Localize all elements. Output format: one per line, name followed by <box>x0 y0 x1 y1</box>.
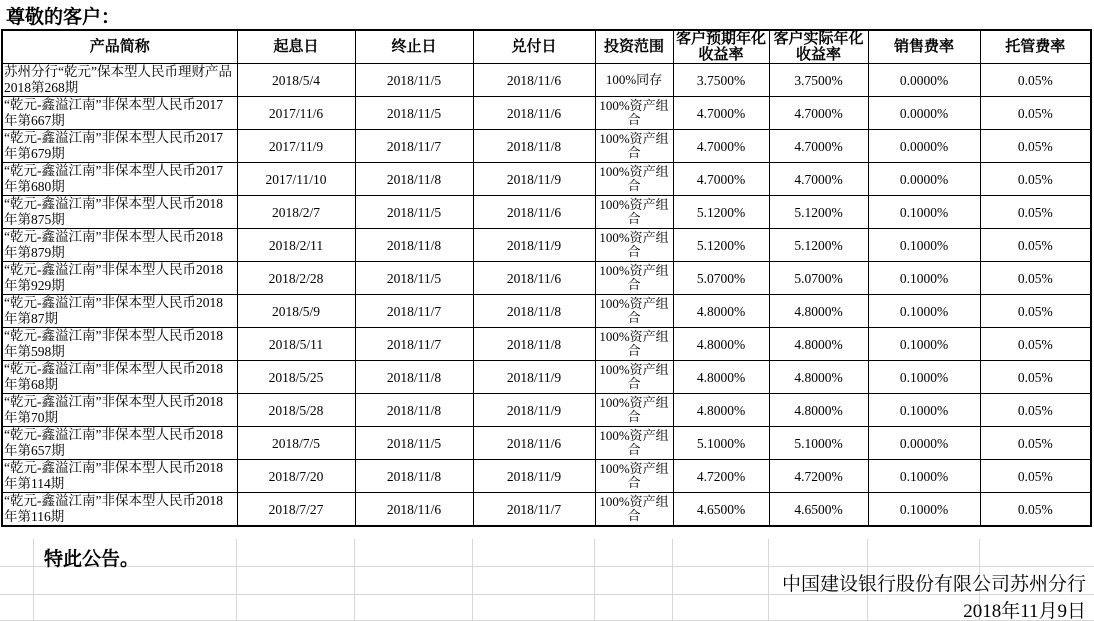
value-cell: 0.1000% <box>868 361 980 394</box>
value-cell: 2018/11/8 <box>355 460 473 493</box>
table-row <box>2 229 1091 262</box>
spreadsheet-gridline <box>472 539 473 621</box>
value-cell: 4.8000% <box>673 394 769 427</box>
value-cell: 100%资产组合 <box>595 427 673 460</box>
value-cell: 2018/11/9 <box>473 361 595 394</box>
product-name-cell: “乾元-鑫溢江南”非保本型人民币2018年第598期 <box>2 328 237 361</box>
value-cell: 0.1000% <box>868 262 980 295</box>
value-cell: 100%资产组合 <box>595 130 673 163</box>
column-header: 兑付日 <box>473 30 595 64</box>
table-row <box>2 328 1091 361</box>
value-cell: 100%资产组合 <box>595 361 673 394</box>
value-cell: 2018/11/9 <box>473 394 595 427</box>
value-cell: 4.8000% <box>769 328 868 361</box>
product-name-cell: “乾元-鑫溢江南”非保本型人民币2018年第87期 <box>2 295 237 328</box>
value-cell: 5.1200% <box>769 229 868 262</box>
column-header: 客户预期年化收益率 <box>673 30 769 64</box>
value-cell: 100%资产组合 <box>595 229 673 262</box>
value-cell: 2018/11/6 <box>473 64 595 97</box>
table-row <box>2 493 1091 527</box>
table-row <box>2 97 1091 130</box>
value-cell: 0.0000% <box>868 163 980 196</box>
value-cell: 100%同存 <box>595 64 673 97</box>
value-cell: 2018/11/9 <box>473 229 595 262</box>
value-cell: 100%资产组合 <box>595 328 673 361</box>
value-cell: 4.7200% <box>673 460 769 493</box>
value-cell: 0.0000% <box>868 427 980 460</box>
value-cell: 100%资产组合 <box>595 460 673 493</box>
value-cell: 0.0000% <box>868 130 980 163</box>
value-cell: 2018/11/6 <box>473 427 595 460</box>
table-row <box>2 295 1091 328</box>
value-cell: 0.1000% <box>868 493 980 527</box>
value-cell: 2018/11/6 <box>473 262 595 295</box>
column-header: 起息日 <box>237 30 355 64</box>
product-name-cell: 苏州分行“乾元”保本型人民币理财产品2018第268期 <box>2 64 237 97</box>
value-cell: 2018/5/9 <box>237 295 355 328</box>
value-cell: 4.7000% <box>673 97 769 130</box>
value-cell: 2017/11/9 <box>237 130 355 163</box>
value-cell: 0.1000% <box>868 328 980 361</box>
value-cell: 3.7500% <box>769 64 868 97</box>
value-cell: 4.6500% <box>769 493 868 527</box>
value-cell: 100%资产组合 <box>595 196 673 229</box>
product-name-cell: “乾元-鑫溢江南”非保本型人民币2017年第667期 <box>2 97 237 130</box>
value-cell: 2018/11/5 <box>355 262 473 295</box>
table-row <box>2 427 1091 460</box>
closing-text: 特此公告。 <box>44 549 140 570</box>
value-cell: 5.1000% <box>769 427 868 460</box>
table-body <box>2 64 1091 527</box>
value-cell: 2018/11/7 <box>355 295 473 328</box>
value-cell: 4.8000% <box>769 394 868 427</box>
product-name-cell: “乾元-鑫溢江南”非保本型人民币2018年第879期 <box>2 229 237 262</box>
value-cell: 2018/11/9 <box>473 163 595 196</box>
value-cell: 0.05% <box>980 97 1091 130</box>
table-row <box>2 196 1091 229</box>
value-cell: 4.7000% <box>673 130 769 163</box>
spreadsheet-gridline <box>594 539 595 621</box>
value-cell: 4.8000% <box>673 295 769 328</box>
value-cell: 2018/11/8 <box>473 130 595 163</box>
value-cell: 2018/2/7 <box>237 196 355 229</box>
value-cell: 2017/11/10 <box>237 163 355 196</box>
value-cell: 2018/11/6 <box>473 97 595 130</box>
column-header: 销售费率 <box>868 30 980 64</box>
column-header: 产品简称 <box>2 30 237 64</box>
value-cell: 2018/7/27 <box>237 493 355 527</box>
column-header: 投资范围 <box>595 30 673 64</box>
value-cell: 0.1000% <box>868 460 980 493</box>
value-cell: 4.8000% <box>769 295 868 328</box>
value-cell: 5.0700% <box>673 262 769 295</box>
value-cell: 2018/11/8 <box>355 394 473 427</box>
value-cell: 0.1000% <box>868 196 980 229</box>
value-cell: 100%资产组合 <box>595 262 673 295</box>
value-cell: 4.8000% <box>769 361 868 394</box>
value-cell: 2018/7/20 <box>237 460 355 493</box>
value-cell: 2018/5/4 <box>237 64 355 97</box>
value-cell: 2018/5/28 <box>237 394 355 427</box>
value-cell: 0.05% <box>980 427 1091 460</box>
product-name-cell: “乾元-鑫溢江南”非保本型人民币2018年第114期 <box>2 460 237 493</box>
value-cell: 3.7500% <box>673 64 769 97</box>
column-header: 托管费率 <box>980 30 1091 64</box>
value-cell: 2018/11/7 <box>355 328 473 361</box>
value-cell: 0.05% <box>980 64 1091 97</box>
value-cell: 2018/11/6 <box>473 196 595 229</box>
value-cell: 4.8000% <box>673 361 769 394</box>
value-cell: 4.7000% <box>769 97 868 130</box>
value-cell: 2018/11/7 <box>473 493 595 527</box>
product-name-cell: “乾元-鑫溢江南”非保本型人民币2018年第68期 <box>2 361 237 394</box>
product-name-cell: “乾元-鑫溢江南”非保本型人民币2018年第929期 <box>2 262 237 295</box>
value-cell: 100%资产组合 <box>595 394 673 427</box>
value-cell: 4.7000% <box>769 130 868 163</box>
value-cell: 0.05% <box>980 130 1091 163</box>
value-cell: 2017/11/6 <box>237 97 355 130</box>
value-cell: 2018/5/11 <box>237 328 355 361</box>
value-cell: 2018/11/5 <box>355 427 473 460</box>
value-cell: 2018/7/5 <box>237 427 355 460</box>
value-cell: 2018/11/8 <box>355 361 473 394</box>
value-cell: 100%资产组合 <box>595 493 673 527</box>
spreadsheet-gridline <box>236 539 237 621</box>
spreadsheet-gridline <box>768 539 769 621</box>
value-cell: 100%资产组合 <box>595 295 673 328</box>
value-cell: 0.05% <box>980 295 1091 328</box>
value-cell: 0.1000% <box>868 229 980 262</box>
product-name-cell: “乾元-鑫溢江南”非保本型人民币2018年第875期 <box>2 196 237 229</box>
value-cell: 100%资产组合 <box>595 97 673 130</box>
column-header: 客户实际年化收益率 <box>769 30 868 64</box>
column-header: 终止日 <box>355 30 473 64</box>
products-table <box>1 29 1092 527</box>
value-cell: 0.05% <box>980 361 1091 394</box>
table-row <box>2 460 1091 493</box>
value-cell: 0.05% <box>980 229 1091 262</box>
value-cell: 0.1000% <box>868 295 980 328</box>
value-cell: 5.1000% <box>673 427 769 460</box>
product-name-cell: “乾元-鑫溢江南”非保本型人民币2017年第680期 <box>2 163 237 196</box>
table-row <box>2 163 1091 196</box>
value-cell: 0.05% <box>980 328 1091 361</box>
header-row <box>2 30 1091 64</box>
table-row <box>2 394 1091 427</box>
spreadsheet-gridline <box>0 566 1094 567</box>
value-cell: 2018/11/8 <box>473 295 595 328</box>
value-cell: 100%资产组合 <box>595 163 673 196</box>
bank-signature: 中国建设银行股份有限公司苏州分行 <box>781 574 1086 595</box>
value-cell: 0.0000% <box>868 64 980 97</box>
value-cell: 4.7200% <box>769 460 868 493</box>
spreadsheet-gridline <box>672 539 673 621</box>
value-cell: 0.05% <box>980 460 1091 493</box>
value-cell: 2018/11/5 <box>355 64 473 97</box>
value-cell: 2018/11/8 <box>355 163 473 196</box>
value-cell: 0.05% <box>980 493 1091 527</box>
value-cell: 0.05% <box>980 196 1091 229</box>
announcement-date: 2018年11月9日 <box>963 601 1086 621</box>
value-cell: 4.7000% <box>769 163 868 196</box>
value-cell: 4.7000% <box>673 163 769 196</box>
table-row <box>2 64 1091 97</box>
value-cell: 2018/11/8 <box>355 229 473 262</box>
product-name-cell: “乾元-鑫溢江南”非保本型人民币2018年第116期 <box>2 493 237 527</box>
product-name-cell: “乾元-鑫溢江南”非保本型人民币2018年第657期 <box>2 427 237 460</box>
value-cell: 5.1200% <box>769 196 868 229</box>
product-name-cell: “乾元-鑫溢江南”非保本型人民币2017年第679期 <box>2 130 237 163</box>
value-cell: 2018/2/28 <box>237 262 355 295</box>
product-name-cell: “乾元-鑫溢江南”非保本型人民币2018年第70期 <box>2 394 237 427</box>
value-cell: 2018/11/6 <box>355 493 473 527</box>
value-cell: 2018/11/9 <box>473 460 595 493</box>
value-cell: 0.0000% <box>868 97 980 130</box>
value-cell: 2018/11/5 <box>355 196 473 229</box>
value-cell: 0.05% <box>980 262 1091 295</box>
value-cell: 4.8000% <box>673 328 769 361</box>
greeting-text: 尊敬的客户： <box>6 7 121 28</box>
value-cell: 2018/11/8 <box>473 328 595 361</box>
table-row <box>2 130 1091 163</box>
value-cell: 5.0700% <box>769 262 868 295</box>
value-cell: 2018/11/5 <box>355 97 473 130</box>
value-cell: 0.1000% <box>868 394 980 427</box>
value-cell: 2018/11/7 <box>355 130 473 163</box>
value-cell: 0.05% <box>980 163 1091 196</box>
value-cell: 4.6500% <box>673 493 769 527</box>
value-cell: 5.1200% <box>673 196 769 229</box>
table-row <box>2 262 1091 295</box>
spreadsheet-gridline <box>354 539 355 621</box>
value-cell: 2018/2/11 <box>237 229 355 262</box>
table-row <box>2 361 1091 394</box>
value-cell: 5.1200% <box>673 229 769 262</box>
value-cell: 0.05% <box>980 394 1091 427</box>
value-cell: 2018/5/25 <box>237 361 355 394</box>
spreadsheet-gridline <box>33 539 34 621</box>
